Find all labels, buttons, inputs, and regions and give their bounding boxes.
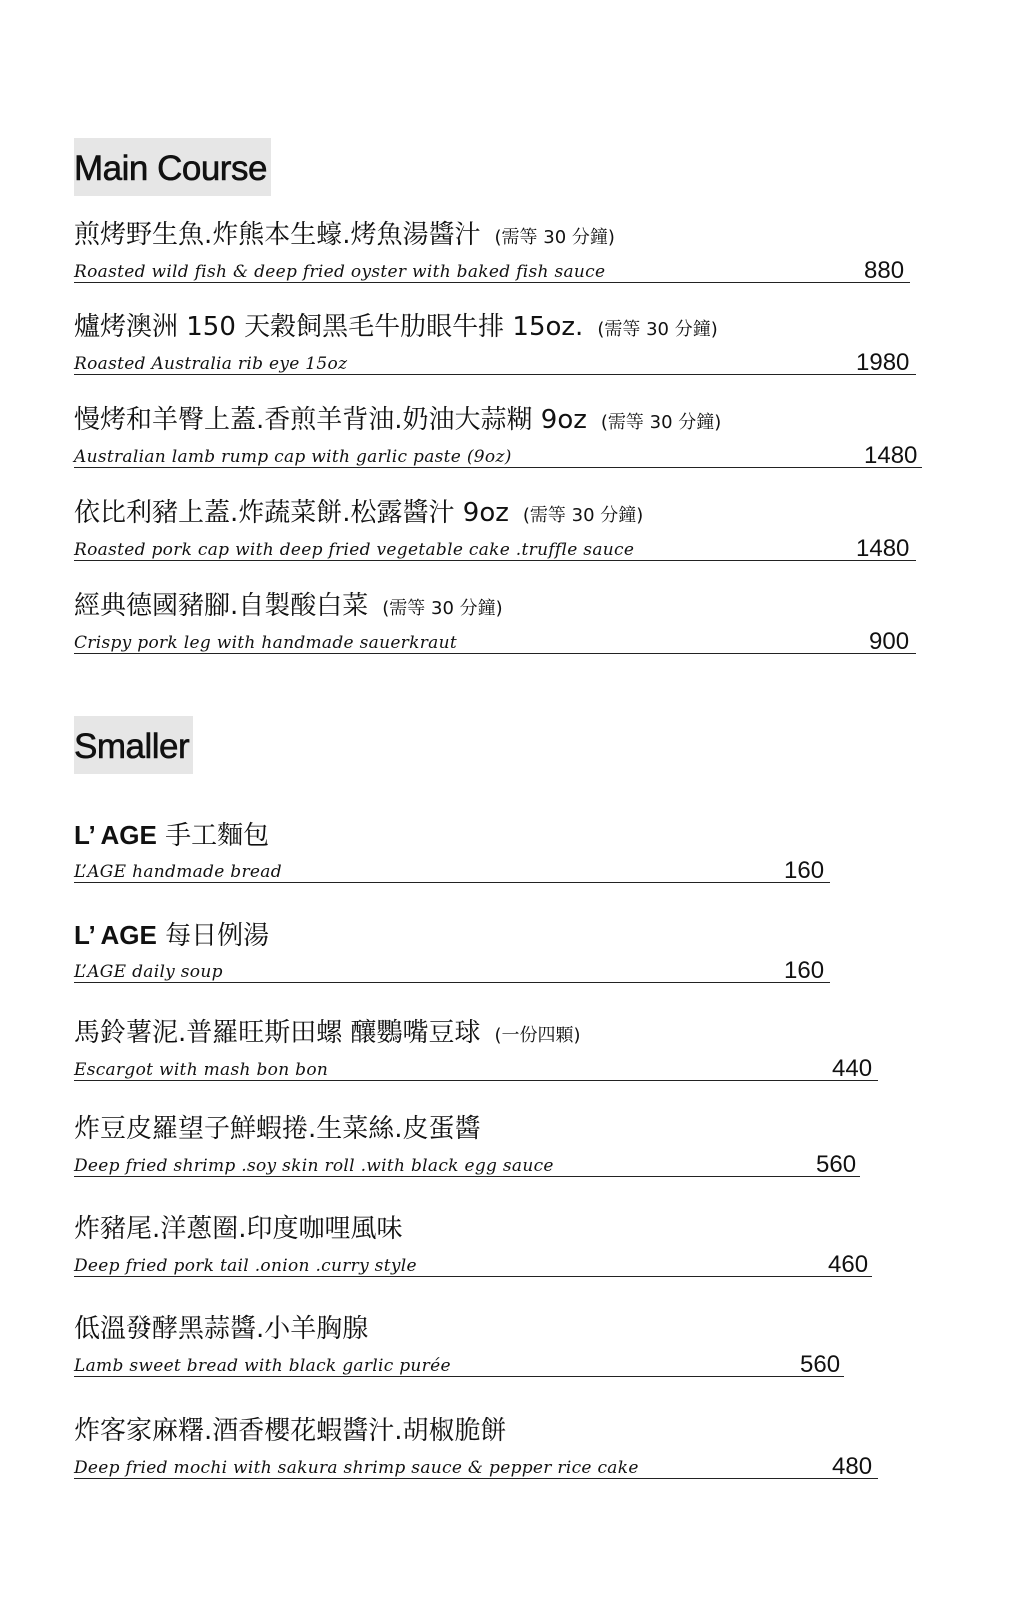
main-course-heading: Main Course — [74, 138, 271, 196]
wait-note: (需等 30 分鐘) — [494, 227, 615, 248]
menu-item — [74, 496, 910, 564]
underline — [74, 1176, 860, 1177]
wait-note: (需等 30 分鐘) — [597, 319, 718, 340]
underline — [74, 1276, 872, 1277]
dish-price: 560 — [800, 1351, 841, 1378]
dish-price: 460 — [828, 1251, 869, 1278]
dish-name-zh: 每日例湯 — [165, 921, 270, 951]
dish-name-zh: 低溫發酵黑蒜醬.小羊胸腺 — [74, 1314, 369, 1344]
dish-name-en: Deep fried pork tail .onion .curry style — [74, 1256, 417, 1276]
dish-name-en: Escargot with mash bon bon — [74, 1060, 329, 1080]
portion-note: (一份四顆) — [494, 1025, 581, 1046]
dish-name-en: L’AGE daily soup — [74, 962, 223, 982]
menu-item — [74, 1016, 873, 1084]
underline — [74, 1478, 878, 1479]
dish-name-en: Deep fried mochi with sakura shrimp sauce & pepper rice cake — [74, 1458, 639, 1478]
dish-name-zh: 依比利豬上蓋.炸蔬菜餅.松露醬汁 9oz — [74, 498, 509, 528]
dish-name-en: Lamb sweet bread with black garlic purée — [74, 1356, 451, 1376]
menu-item — [74, 1414, 873, 1482]
dish-name-zh: 炸豆皮羅望子鮮蝦捲.生菜絲.皮蛋醬 — [74, 1114, 481, 1144]
dish-price: 160 — [784, 957, 825, 984]
dish-name-en: Roasted wild fish & deep fried oyster with baked fish sauce — [74, 262, 606, 282]
dish-price: 1480 — [864, 442, 918, 469]
menu-item — [74, 1312, 841, 1380]
menu-item — [74, 403, 918, 471]
underline — [74, 882, 830, 883]
menu-item — [74, 589, 910, 657]
dish-price: 560 — [816, 1151, 857, 1178]
brand-name: L’ AGE — [74, 920, 157, 950]
dish-name-zh: 爐烤澳洲 150 天穀飼黑毛牛肋眼牛排 15oz. — [74, 312, 584, 342]
wait-note: (需等 30 分鐘) — [382, 598, 503, 619]
dish-name-en: Crispy pork leg with handmade sauerkraut — [74, 633, 457, 653]
dish-price: 440 — [832, 1055, 873, 1082]
dish-price: 1480 — [856, 535, 910, 562]
dish-name-zh: 炸豬尾.洋蔥圈.印度咖哩風味 — [74, 1214, 403, 1244]
underline — [74, 982, 830, 983]
brand-name: L’ AGE — [74, 820, 157, 850]
dish-name-zh: 馬鈴薯泥.普羅旺斯田螺 釀鸚嘴豆球 — [74, 1018, 481, 1048]
smaller-heading: Smaller — [74, 716, 193, 774]
menu-item — [74, 218, 905, 286]
dish-price: 480 — [832, 1453, 873, 1480]
dish-price: 1980 — [856, 349, 910, 376]
dish-name-zh: 炸客家麻糬.酒香櫻花蝦醬汁.胡椒脆餅 — [74, 1416, 507, 1446]
underline — [74, 1376, 844, 1377]
dish-name-en: Roasted Australia rib eye 15oz — [74, 354, 348, 374]
dish-name-zh: 慢烤和羊臀上蓋.香煎羊背油.奶油大蒜糊 9oz — [74, 405, 587, 435]
dish-price: 880 — [864, 257, 905, 284]
underline — [74, 374, 916, 375]
dish-name-en: L’AGE handmade bread — [74, 862, 282, 882]
dish-name-zh: 經典德國豬腳.自製酸白菜 — [74, 591, 369, 621]
wait-note: (需等 30 分鐘) — [600, 412, 722, 433]
menu-item — [74, 1212, 869, 1280]
dish-price: 160 — [784, 857, 825, 884]
underline — [74, 653, 916, 654]
dish-price: 900 — [869, 628, 910, 655]
dish-name-en: Australian lamb rump cap with garlic paste (9oz) — [74, 447, 512, 467]
menu-item — [74, 918, 825, 986]
underline — [74, 467, 922, 468]
menu-item — [74, 1112, 857, 1180]
dish-name-zh: 煎烤野生魚.炸熊本生蠔.烤魚湯醬汁 — [74, 220, 481, 250]
underline — [74, 560, 916, 561]
wait-note: (需等 30 分鐘) — [522, 505, 644, 526]
dish-name-zh: 手工麵包 — [165, 821, 270, 851]
dish-name-en: Deep fried shrimp .soy skin roll .with black egg sauce — [74, 1156, 554, 1176]
underline — [74, 282, 910, 283]
underline — [74, 1080, 878, 1081]
menu-item — [74, 310, 910, 378]
dish-name-en: Roasted pork cap with deep fried vegetable cake .truffle sauce — [74, 540, 635, 560]
menu-item — [74, 818, 825, 886]
